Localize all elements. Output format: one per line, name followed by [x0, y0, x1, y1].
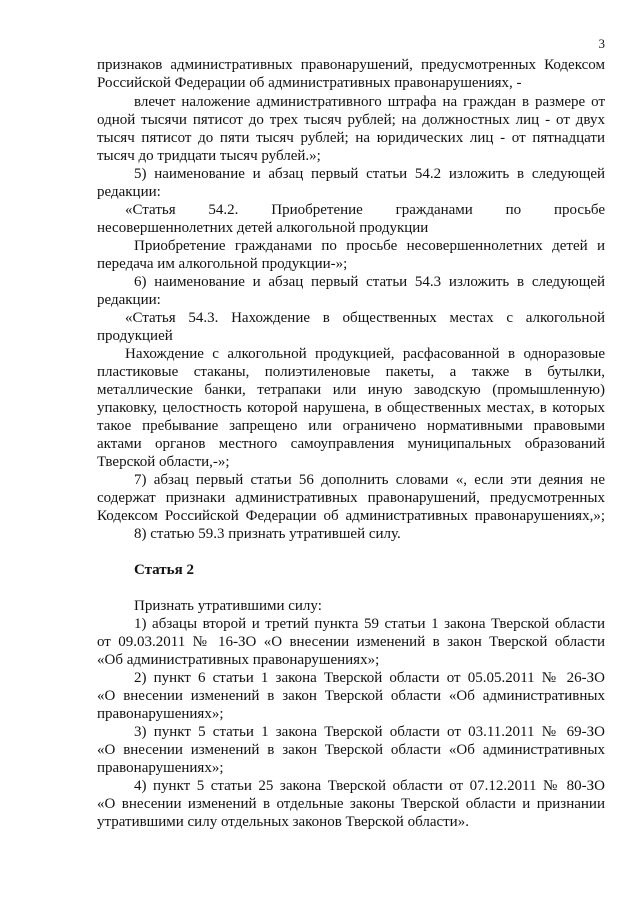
- text-line: Признать утратившими силу:: [134, 598, 322, 614]
- text-line: «Об административных правонарушениях»;: [97, 652, 380, 668]
- text-line: пластиковые стаканы, полиэтиленовые пакеты, а также в бутылки,: [97, 364, 605, 380]
- text-line: передача им алкогольной продукции-»;: [97, 256, 348, 272]
- text-line: правонарушениях»;: [97, 706, 224, 722]
- text-line: одной тысячи пятисот до трех тысяч рублей; на должностных лиц - от двух: [97, 112, 605, 128]
- text-line: актами органов местного самоуправления муниципальных образований: [97, 436, 605, 452]
- text-line: Российской Федерации об административных правонарушениях, -: [97, 75, 522, 91]
- page-number: 3: [598, 36, 605, 51]
- text-line: «О внесении изменений в закон Тверской области «Об административных: [97, 688, 605, 704]
- text-line: содержат признаки административных правонарушений, предусмотренных: [97, 490, 605, 506]
- text-line: 6) наименование и абзац первый статьи 54.3 изложить в следующей: [134, 274, 605, 290]
- text-line: признаков административных правонарушений, предусмотренных Кодексом: [97, 57, 605, 73]
- text-line: Кодексом Российской Федерации об административных правонарушениях,»;: [97, 508, 605, 524]
- text-line: влечет наложение административного штрафа на граждан в размере от: [134, 94, 605, 110]
- text-line: тысяч пятисот до пяти тысяч рублей; на юридических лиц - от пятнадцати: [97, 130, 605, 146]
- text-line: от 09.03.2011 № 16-ЗО «О внесении изменений в закон Тверской области: [97, 634, 605, 650]
- text-line: 5) наименование и абзац первый статьи 54.2 изложить в следующей: [134, 166, 605, 182]
- text-line: «О внесении изменений в закон Тверской области «Об административных: [97, 742, 605, 758]
- article-heading-line: продукцией: [97, 328, 173, 344]
- text-line: Нахождение с алкогольной продукцией, расфасованной в одноразовые: [125, 346, 605, 362]
- text-line: редакции:: [97, 184, 161, 200]
- text-line: 2) пункт 6 статьи 1 закона Тверской области от 05.05.2011 № 26-ЗО: [134, 670, 605, 686]
- text-line: упаковку, целостность которой нарушена, в общественных местах, в которых: [97, 400, 605, 416]
- text-line: 1) абзацы второй и третий пункта 59 статьи 1 закона Тверской области: [134, 616, 605, 632]
- article-heading-line: «Статья 54.2. Приобретение гражданами по просьбе: [125, 202, 605, 218]
- article-heading-line: несовершеннолетних детей алкогольной продукции: [97, 220, 429, 236]
- section-heading: Статья 2: [134, 562, 194, 578]
- text-line: Приобретение гражданами по просьбе несовершеннолетних детей и: [134, 238, 605, 254]
- text-line: правонарушениях»;: [97, 760, 224, 776]
- text-line: 3) пункт 5 статьи 1 закона Тверской области от 03.11.2011 № 69-ЗО: [134, 724, 605, 740]
- text-line: «О внесении изменений в отдельные законы Тверской области и признании: [97, 796, 605, 812]
- text-line: 8) статью 59.3 признать утратившей силу.: [134, 526, 401, 542]
- text-line: 4) пункт 5 статьи 25 закона Тверской области от 07.12.2011 № 80-ЗО: [134, 778, 605, 794]
- text-line: такое пребывание запрещено или ограничено нормативными правовыми: [97, 418, 605, 434]
- text-line: металлические банки, тетрапаки или иную заводскую (промышленную): [97, 382, 605, 398]
- text-line: редакции:: [97, 292, 161, 308]
- text-line: тысяч до тридцати тысяч рублей.»;: [97, 148, 321, 164]
- article-heading-line: «Статья 54.3. Нахождение в общественных местах с алкогольной: [125, 310, 605, 326]
- text-line: утратившими силу отдельных законов Тверской области».: [97, 814, 469, 830]
- text-line: 7) абзац первый статьи 56 дополнить словами «, если эти деяния не: [134, 472, 605, 488]
- text-line: Тверской области,-»;: [97, 454, 230, 470]
